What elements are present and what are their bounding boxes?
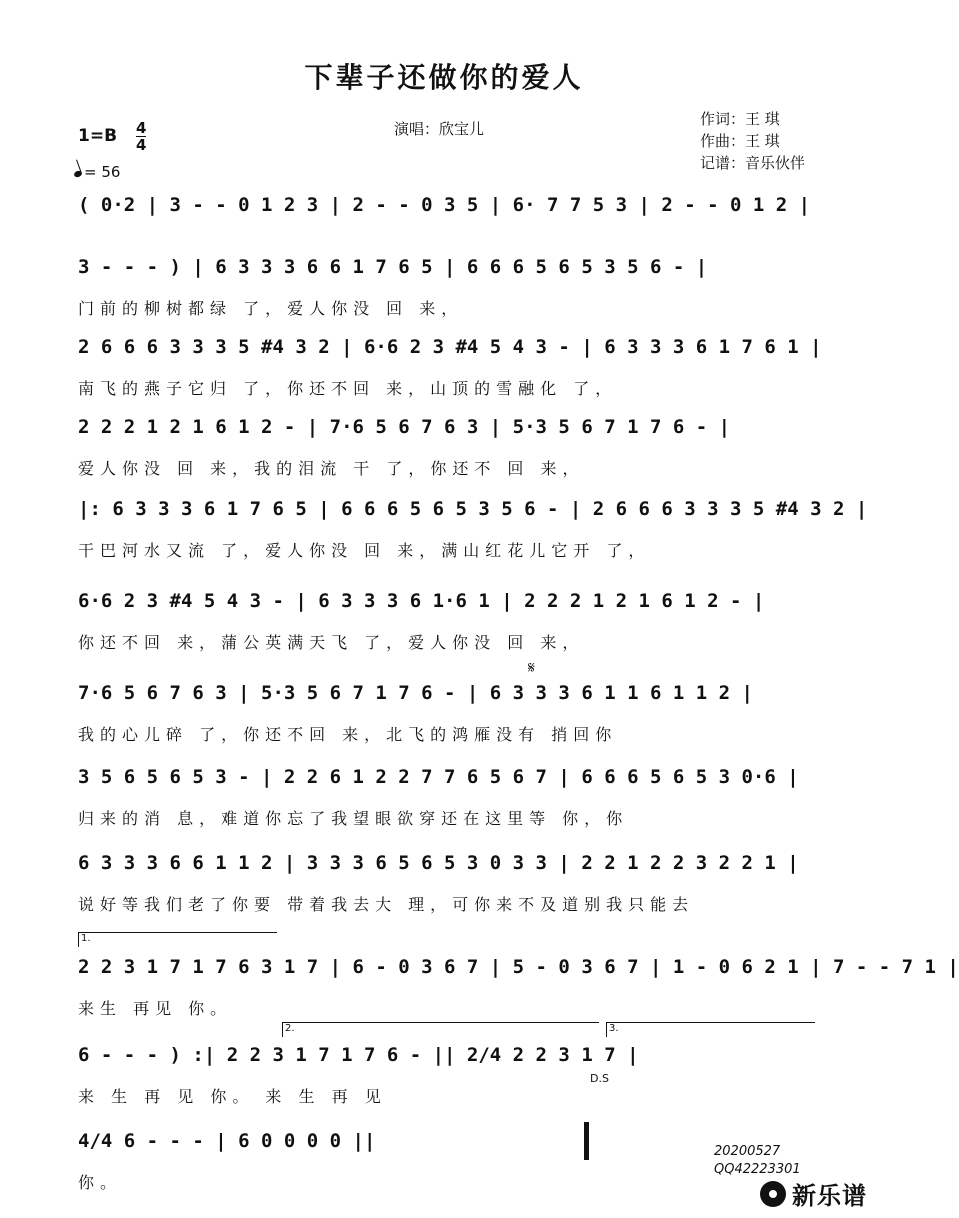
notes-line: 7·6 5 6 7 6 3 | 5·3 5 6 7 1 7 6 - | 6 3 3 3 6 1 1 6 1 1 2 |	[78, 682, 753, 704]
score-row-9	[78, 848, 822, 920]
lyric-line: 归来的消 息，难道你忘了我望眼欲穿还在这里等 你，你	[78, 809, 629, 828]
notes-line: |: 6 3 3 3 6 1 7 6 5 | 6 6 6 5 6 5 3 5 6 - | 2 6 6 6 3 3 3 5 #4 3 2 |	[78, 498, 868, 520]
notes-line: 3 - - - ) | 6 3 3 3 6 6 1 7 6 5 | 6 6 6 5 6 5 3 5 6 - |	[78, 256, 708, 278]
logo-text: 新乐谱	[792, 1182, 867, 1210]
score-row-12	[78, 1126, 598, 1198]
key-signature: 1=B	[78, 126, 118, 146]
score-row-10	[78, 952, 959, 1024]
notes-line: 6 - - - ) :| 2 2 3 1 7 1 7 6 - || 2/4 2 2 3 1 7 |	[78, 1044, 639, 1066]
stamp-qq: QQ42223301	[714, 1162, 801, 1177]
lyric-line: 来生 再见 你。	[78, 999, 233, 1018]
record-icon	[760, 1181, 786, 1207]
score-row-5	[78, 494, 868, 566]
segno-sign: 𝄋	[528, 658, 535, 677]
quarter-note-icon	[73, 170, 83, 178]
credits	[700, 108, 805, 174]
stamp-date: 20200527	[714, 1144, 781, 1159]
notes-line: ( 0·2 | 3 - - 0 1 2 3 | 2 - - 0 3 5 | 6· 7 7 5 3 | 2 - - 0 1 2 |	[78, 194, 811, 216]
time-signature	[136, 120, 146, 153]
ending-2-bracket: 2.	[282, 1022, 599, 1037]
date-stamp	[714, 1143, 801, 1179]
score-row-3	[78, 332, 822, 404]
notes-line: 2 2 2 1 2 1 6 1 2 - | 7·6 5 6 7 6 3 | 5·3 5 6 7 1 7 6 - |	[78, 416, 731, 438]
lyric-line: 来 生 再 见 你。 来 生 再 见	[78, 1087, 387, 1106]
time-signature-bottom: 4	[136, 136, 147, 154]
lyric-line: 你还不回 来，蒲公英满天飞 了，爱人你没 回 来，	[78, 633, 585, 652]
ending-3-bracket: 3.	[606, 1022, 815, 1037]
score-row-2	[78, 252, 822, 324]
score-row-7	[78, 678, 822, 750]
lyric-line: 说好等我们老了你要 带着我去大 理，可你来不及道别我只能去	[78, 895, 695, 914]
notes-line: 6 3 3 3 6 6 1 1 2 | 3 3 3 6 5 6 5 3 0 3 3 | 2 2 1 2 2 3 2 2 1 |	[78, 852, 799, 874]
lyric-line: 干巴河水又流 了，爱人你没 回 来，满山红花儿它开 了，	[78, 541, 651, 560]
score-row-8	[78, 762, 822, 834]
tempo-value: = 56	[84, 163, 121, 181]
final-barline	[584, 1122, 589, 1160]
score-row-1	[78, 190, 822, 224]
notes-line: 4/4 6 - - - | 6 0 0 0 0 ||	[78, 1130, 376, 1152]
time-signature-top: 4	[136, 119, 147, 137]
lyric-line: 我的心儿碎 了，你还不回 来，北飞的鸿雁没有 捎回你	[78, 725, 618, 744]
notes-line: 3 5 6 5 6 5 3 - | 2 2 6 1 2 2 7 7 6 5 6 7 | 6 6 6 5 6 5 3 0·6 |	[78, 766, 799, 788]
site-logo	[760, 1176, 867, 1211]
score-row-6	[78, 586, 822, 658]
lyricist: 作词：王 琪	[700, 110, 780, 128]
score-row-11	[78, 1040, 822, 1112]
transcriber: 记谱：音乐伙伴	[700, 154, 806, 172]
notes-line: 2 2 3 1 7 1 7 6 3 1 7 | 6 - 0 3 6 7 | 5 - 0 3 6 7 | 1 - 0 6 2 1 | 7 - - 7 1 |	[78, 956, 959, 978]
notes-line: 2 6 6 6 3 3 3 5 #4 3 2 | 6·6 2 3 #4 5 4 3 - | 6 3 3 3 6 1 7 6 1 |	[78, 336, 822, 358]
ds-marking: D.S	[590, 1072, 609, 1085]
notes-line: 6·6 2 3 #4 5 4 3 - | 6 3 3 3 6 1·6 1 | 2 2 2 1 2 1 6 1 2 - |	[78, 590, 765, 612]
singer-credit: 演唱：欣宝儿	[394, 120, 485, 138]
lyric-line: 爱人你没 回 来，我的泪流 干 了，你还不 回 来，	[78, 459, 585, 478]
lyric-line: 你。	[78, 1173, 123, 1192]
lyric-line: 门前的柳树都绿 了，爱人你没 回 来，	[78, 299, 464, 318]
lyric-line: 南飞的燕子它归 了，你还不回 来，山顶的雪融化 了，	[78, 379, 618, 398]
score-row-4	[78, 412, 822, 484]
ending-1-bracket: 1.	[78, 932, 277, 947]
score-title: 下辈子还做你的爱人	[304, 61, 584, 94]
tempo-marking	[74, 163, 120, 181]
composer: 作曲：王 琪	[700, 132, 780, 150]
